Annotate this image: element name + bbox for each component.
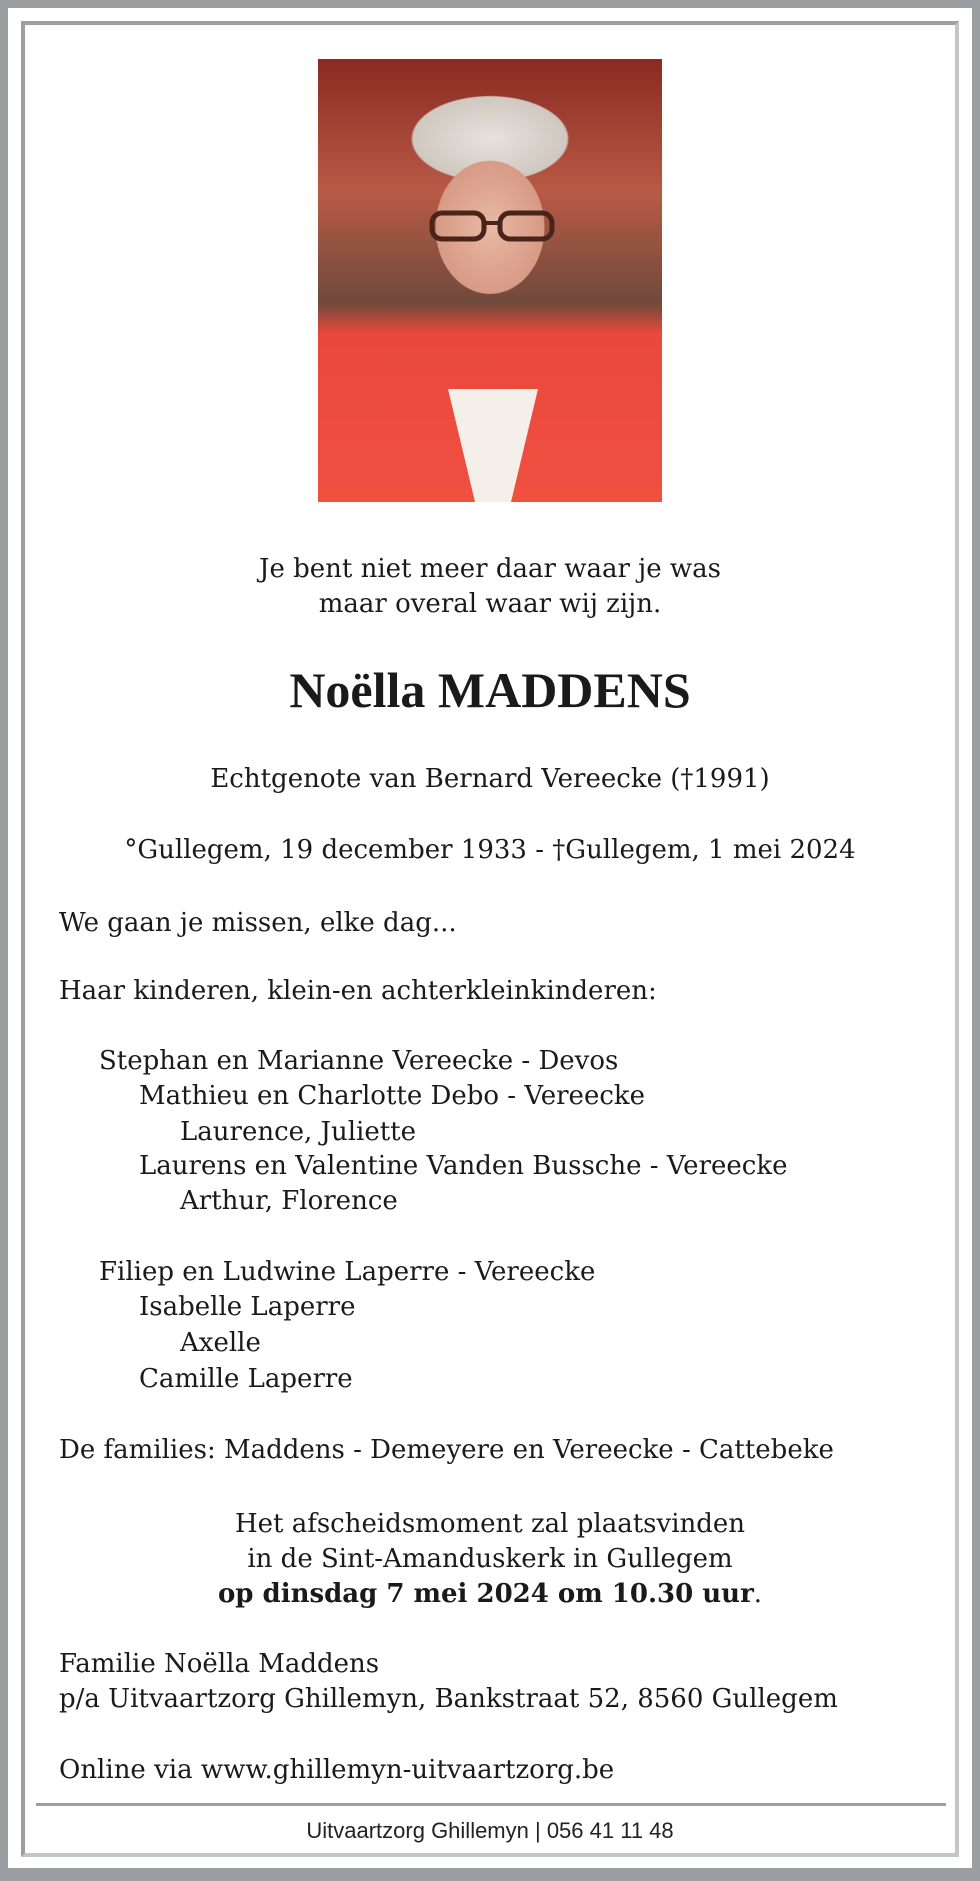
quote-line-1: Je bent niet meer daar waar je was [259,554,721,584]
families-line: De families: Maddens - Demeyere en Vereecke - Cattebeke [59,1435,834,1465]
family-member: Stephan en Marianne Vereecke - Devos [99,1046,619,1076]
deceased-name: Noëlla MADDENS [289,662,691,718]
dates-line: °Gullegem, 19 december 1933 - †Gullegem, 1 mei 2024 [124,835,856,865]
family-member: Arthur, Florence [180,1186,398,1216]
contact-name: Familie Noëlla Maddens [59,1649,380,1679]
footer-divider [36,1803,946,1806]
shirt-shape [448,389,538,502]
ceremony-line-3 [0,1576,980,1612]
message: We gaan je missen, elke dag... [59,908,457,938]
family-member: Mathieu en Charlotte Debo - Vereecke [139,1081,646,1111]
ceremony-period: . [753,1579,763,1609]
family-member: Laurens en Valentine Vanden Bussche - Vereecke [139,1151,788,1181]
family-member: Axelle [180,1328,261,1358]
online-link[interactable]: Online via www.ghillemyn-uitvaartzorg.be [59,1755,615,1785]
family-intro: Haar kinderen, klein-en achterkleinkinderen: [59,976,657,1006]
spouse-line: Echtgenote van Bernard Vereecke (†1991) [210,764,770,794]
family-member: Filiep en Ludwine Laperre - Vereecke [99,1257,596,1287]
contact-address: p/a Uitvaartzorg Ghillemyn, Bankstraat 52, 8560 Gullegem [59,1684,838,1714]
footer-text: Uitvaartzorg Ghillemyn | 056 41 11 48 [306,1818,674,1843]
family-member: Laurence, Juliette [180,1117,417,1147]
glasses-shape [428,209,558,243]
ceremony-line-1: Het afscheidsmoment zal plaatsvinden [234,1509,746,1539]
family-member: Camille Laperre [139,1364,353,1394]
ceremony-line-2: in de Sint-Amanduskerk in Gullegem [247,1544,733,1574]
family-member: Isabelle Laperre [139,1292,356,1322]
portrait-photo [318,59,662,502]
quote-line-2: maar overal waar wij zijn. [318,589,662,619]
ceremony-datetime: op dinsdag 7 mei 2024 om 10.30 uur [217,1579,754,1609]
